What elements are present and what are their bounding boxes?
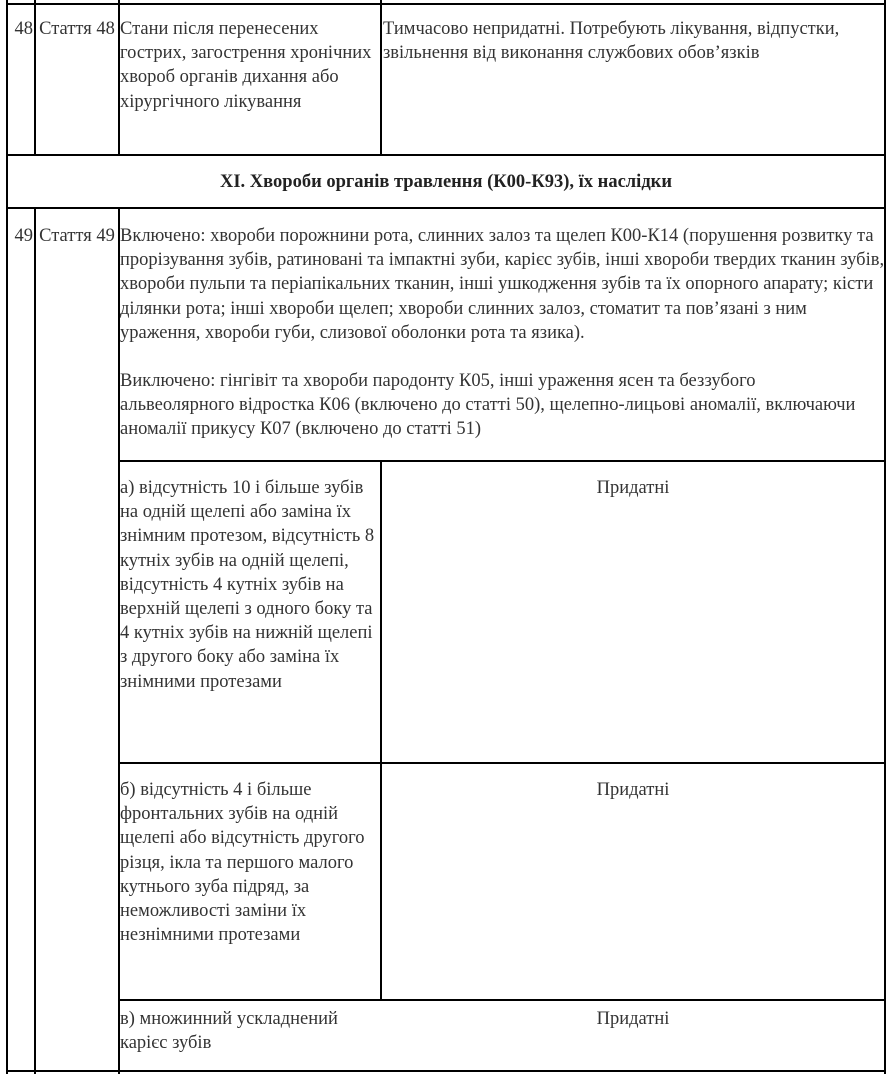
row-divider xyxy=(6,207,886,209)
article-label: Стаття 49 xyxy=(39,226,115,246)
excluded-text: Виключено: гінгівіт та хвороби пародонту К05, інші ураження ясен та беззубого альвеолярного відростка К06 (включено до статті 50), щелепно-лицьові аномалії, включаючи аномалії прикусу К07 (включено до статті 51) xyxy=(120,371,856,440)
row-divider xyxy=(118,460,886,462)
column-divider xyxy=(34,207,36,1074)
subitem-verdict: Придатні xyxy=(596,780,670,800)
row-number: 48 xyxy=(14,19,33,39)
row-divider xyxy=(118,999,886,1001)
row-divider xyxy=(6,3,886,5)
row-divider xyxy=(118,762,886,764)
column-divider xyxy=(380,0,382,155)
subitem-condition: б) відсутність 4 і більше фронтальних зубів на одній щелепі або відсутність другого різця, ікла та першого малого кутнього зуба підряд, за неможливості заміни їх незнімними протезами xyxy=(120,780,365,946)
table-border-right xyxy=(884,0,886,1074)
included-text: Включено: хвороби порожнини рота, слинних залоз та щелеп К00-К14 (порушення розвитку та прорізування зубів, ратиновані та імпактні зуби, карієс зубів, інші хвороби твердих тканин зубів, хвороби пульпи та періапікальних тканин, інші ушкодження зубів та їх опорного апарату; кісти ділянки рота; інші хвороби щелеп; хвороби слинних залоз, стоматит та пов’язані з ним ураження, хвороби губи, слизової оболонки рота та язика). xyxy=(120,226,885,343)
article-label: Стаття 48 xyxy=(39,19,115,39)
subitem-verdict: Придатні xyxy=(596,478,670,498)
row-number: 49 xyxy=(14,226,33,246)
verdict-text: Тимчасово непридатні. Потребують лікування, відпустки, звільнення від виконання службових обов’язків xyxy=(383,19,840,64)
section-heading: XI. Хвороби органів травлення (К00-К93), їх наслідки xyxy=(220,172,672,192)
table-border-left xyxy=(6,0,8,1074)
subitem-condition: в) множинний ускладнений карієс зубів xyxy=(120,1009,338,1054)
condition-text: Стани після перенесених гострих, загострення хронічних хвороб органів дихання або хірургічного лікування xyxy=(120,19,372,112)
subitem-condition: а) відсутність 10 і більше зубів на одній щелепі або заміна їх знімним протезом, відсутність 8 кутніх зубів на одній щелепі, відсутність 4 кутніх зубів на верхній щелепі з одного боку та 4 кутніх зубів на нижній щелепі з другого боку або заміна їх знімними протезами xyxy=(120,478,375,692)
subitem-verdict: Придатні xyxy=(596,1009,670,1029)
row-divider xyxy=(6,1070,886,1072)
row-divider xyxy=(6,154,886,156)
column-divider xyxy=(34,0,36,155)
